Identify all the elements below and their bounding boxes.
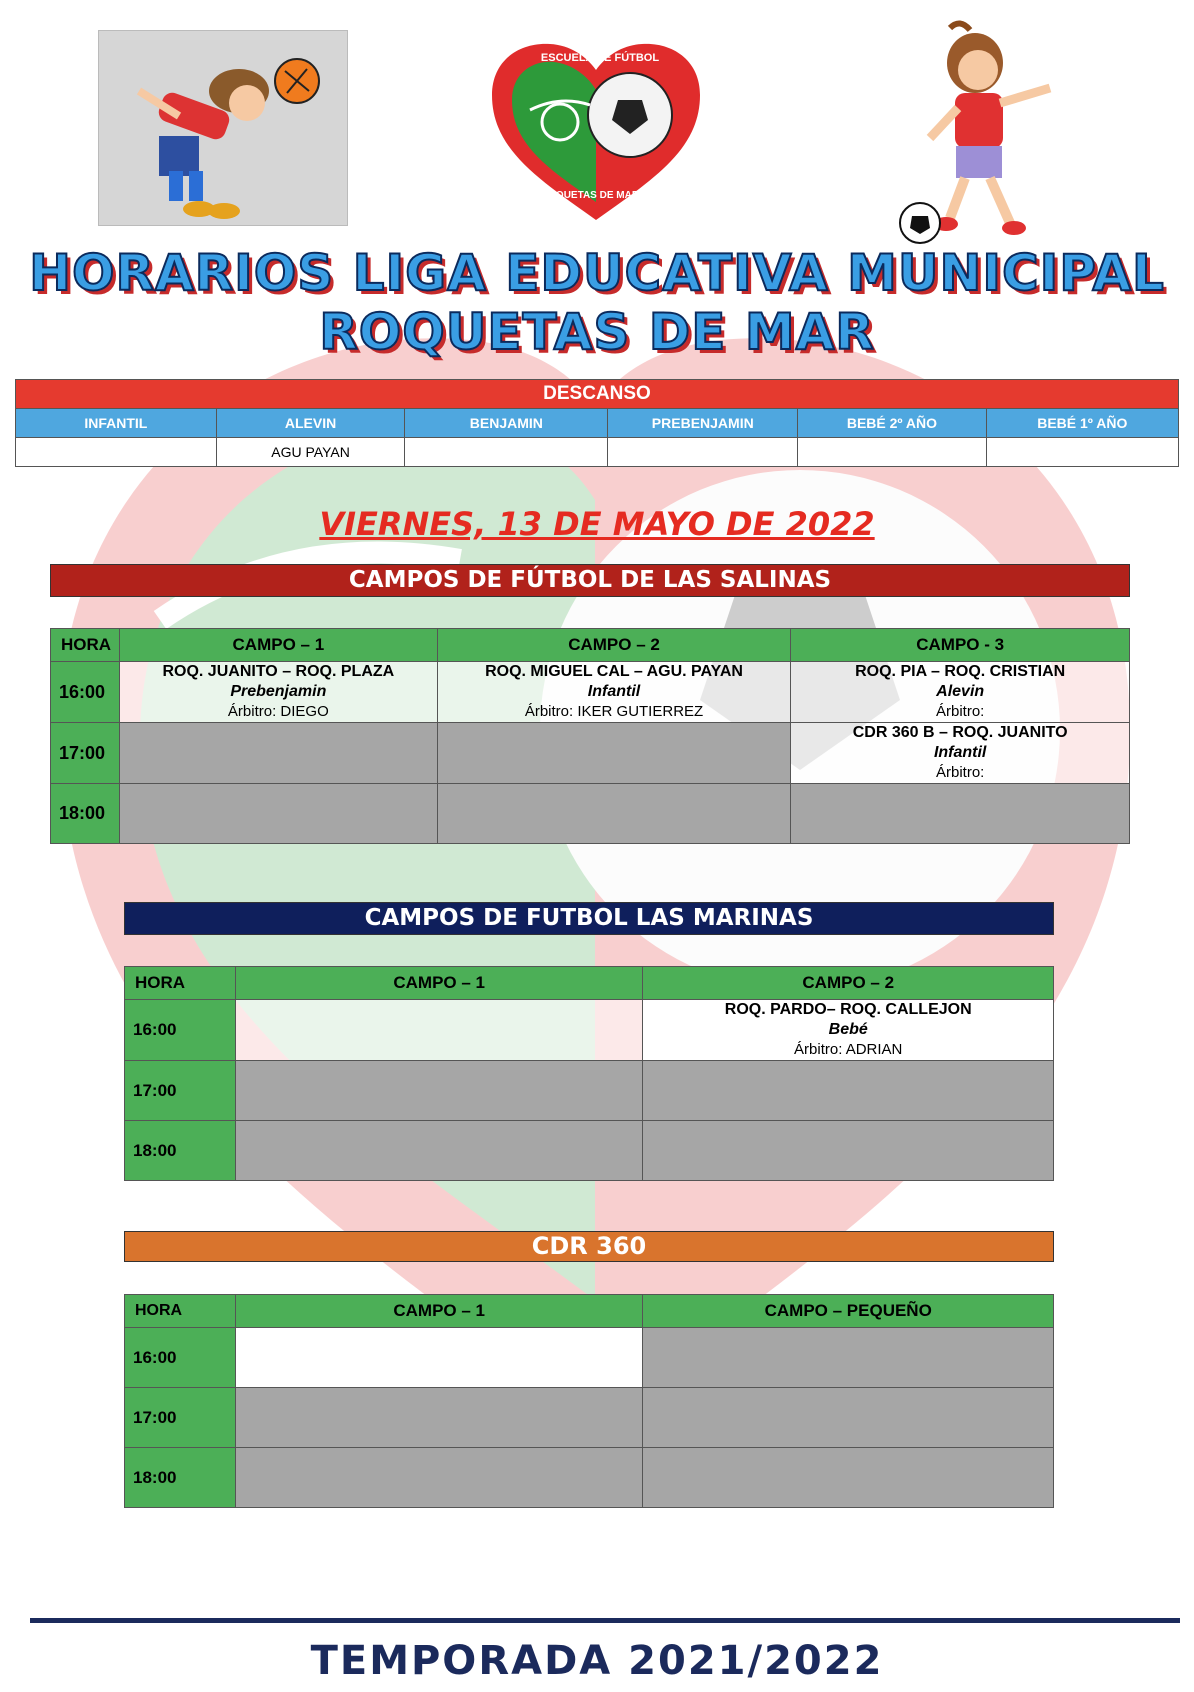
marinas-c2-1800 (643, 1121, 1054, 1181)
cdr-time-1800: 18:00 (125, 1448, 236, 1508)
descanso-val-bebe-2 (798, 438, 986, 467)
descanso-val-bebe-1 (986, 438, 1178, 467)
descanso-table (15, 379, 1179, 467)
cdr-c1-1800 (235, 1448, 643, 1508)
match-teams: CDR 360 B – ROQ. JUANITO (852, 724, 1068, 741)
match-referee: Árbitro: IKER GUTIERREZ (524, 703, 704, 720)
match-category: Infantil (587, 683, 641, 700)
cdr-c1-1600 (235, 1328, 643, 1388)
match-referee: Árbitro: DIEGO (227, 703, 329, 720)
cdr-campo-1-header: CAMPO – 1 (235, 1295, 643, 1328)
marinas-time-1600: 16:00 (125, 1000, 236, 1061)
match-referee: Árbitro: (935, 703, 985, 720)
salinas-c2-1800 (437, 784, 791, 844)
marinas-campo-1-header: CAMPO – 1 (235, 967, 643, 1000)
match-teams: ROQ. MIGUEL CAL – AGU. PAYAN (485, 663, 743, 680)
salinas-campo-3-header: CAMPO - 3 (791, 629, 1130, 662)
cdr-schedule-table (124, 1294, 1054, 1508)
marinas-schedule-table (124, 966, 1054, 1181)
club-logo (490, 40, 702, 226)
descanso-cat-benjamin: BENJAMIN (405, 409, 608, 438)
cdr-campo-pequeno-header: CAMPO – PEQUEÑO (643, 1295, 1054, 1328)
salinas-c1-1700 (119, 723, 437, 784)
descanso-cat-alevin: ALEVIN (216, 409, 405, 438)
boy-heading-ball-illustration (98, 30, 348, 226)
descanso-val-infantil (16, 438, 217, 467)
cdr-c2-1700 (643, 1388, 1054, 1448)
descanso-cat-bebe-2: BEBÉ 2º AÑO (798, 409, 986, 438)
date-heading: VIERNES, 13 DE MAYO DE 2022 (319, 505, 875, 543)
salinas-time-1700: 17:00 (51, 723, 120, 784)
salinas-c3-1600 (791, 662, 1130, 723)
salinas-campo-2-header: CAMPO – 2 (437, 629, 791, 662)
footer-divider (30, 1618, 1180, 1623)
match-category: Bebé (828, 1021, 868, 1038)
match-category: Alevin (936, 683, 985, 700)
marinas-c1-1700 (235, 1061, 643, 1121)
marinas-c1-1800 (235, 1121, 643, 1181)
match-referee: Árbitro: (935, 764, 985, 781)
match-category: Prebenjamin (230, 683, 327, 700)
marinas-banner: CAMPOS DE FUTBOL LAS MARINAS (124, 902, 1054, 935)
descanso-header: DESCANSO (16, 380, 1179, 409)
salinas-banner: CAMPOS DE FÚTBOL DE LAS SALINAS (50, 564, 1130, 597)
descanso-cat-bebe-1: BEBÉ 1º AÑO (986, 409, 1178, 438)
marinas-time-1700: 17:00 (125, 1061, 236, 1121)
cdr-c2-1800 (643, 1448, 1054, 1508)
salinas-hora-header: HORA (51, 629, 120, 662)
girl-kicking-ball-illustration (890, 18, 1070, 246)
cdr-c2-1600 (643, 1328, 1054, 1388)
salinas-c3-1700 (791, 723, 1130, 784)
salinas-c1-1600 (119, 662, 437, 723)
marinas-campo-2-header: CAMPO – 2 (643, 967, 1054, 1000)
descanso-val-alevin: AGU PAYAN (216, 438, 405, 467)
cdr-c1-1700 (235, 1388, 643, 1448)
salinas-schedule-table (50, 628, 1130, 844)
salinas-c1-1800 (119, 784, 437, 844)
title-line-2: ROQUETAS DE MAR (319, 303, 875, 361)
salinas-time-1800: 18:00 (51, 784, 120, 844)
cdr-hora-header: HORA (125, 1295, 236, 1328)
marinas-c1-1600 (235, 1000, 643, 1061)
match-teams: ROQ. PARDO– ROQ. CALLEJON (724, 1001, 972, 1018)
title-line-1: HORARIOS LIGA EDUCATIVA MUNICIPAL (29, 244, 1165, 302)
logo-bottom-text: ROQUETAS DE MAR (540, 190, 640, 201)
match-category: Infantil (933, 744, 987, 761)
descanso-val-prebenjamin (608, 438, 798, 467)
match-teams: ROQ. JUANITO – ROQ. PLAZA (162, 663, 395, 680)
salinas-campo-1-header: CAMPO – 1 (119, 629, 437, 662)
match-teams: ROQ. PIA – ROQ. CRISTIAN (855, 663, 1066, 680)
salinas-time-1600: 16:00 (51, 662, 120, 723)
salinas-c2-1600 (437, 662, 791, 723)
marinas-c2-1700 (643, 1061, 1054, 1121)
descanso-cat-prebenjamin: PREBENJAMIN (608, 409, 798, 438)
season-footer: TEMPORADA 2021/2022 (310, 1638, 884, 1684)
marinas-time-1800: 18:00 (125, 1121, 236, 1181)
match-referee: Árbitro: ADRIAN (794, 1041, 903, 1058)
marinas-c2-1600 (643, 1000, 1054, 1061)
cdr-time-1700: 17:00 (125, 1388, 236, 1448)
watermark-heart-logo (40, 300, 1150, 1450)
salinas-c3-1800 (791, 784, 1130, 844)
logo-top-text: ESCUELA DE FÚTBOL (540, 52, 660, 64)
descanso-cat-infantil: INFANTIL (16, 409, 217, 438)
cdr-banner: CDR 360 (124, 1231, 1054, 1262)
cdr-time-1600: 16:00 (125, 1328, 236, 1388)
descanso-val-benjamin (405, 438, 608, 467)
salinas-c2-1700 (437, 723, 791, 784)
marinas-hora-header: HORA (125, 967, 236, 1000)
